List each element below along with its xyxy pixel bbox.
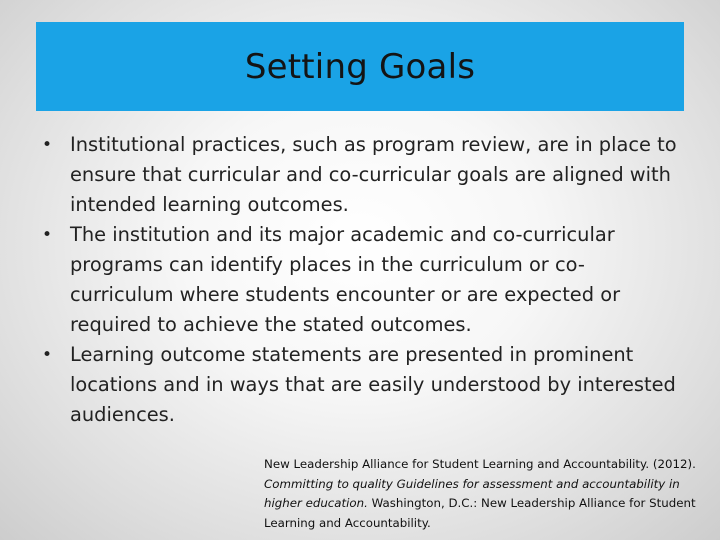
bullet-dot-icon: • [42, 345, 53, 365]
slide-title: Setting Goals [244, 46, 476, 87]
citation-publisher: Washington, D.C.: New Leadership Alliance for Student Learning and Accountability. [264, 496, 696, 530]
title-bar [36, 22, 684, 111]
bullet-text: The institution and its major academic and co-curricular programs can identify places in the curriculum or co-curriculum where students encounter or are expected or required to achieve the stated outcomes. [70, 223, 621, 336]
citation [264, 455, 704, 533]
bullet-text: Learning outcome statements are presented in prominent locations and in ways that are easily understood by interested audiences. [70, 343, 676, 426]
bullet-dot-icon: • [42, 135, 53, 155]
citation-title: Committing to quality Guidelines for assessment and accountability in higher education. [264, 476, 680, 510]
bullet-item [38, 130, 678, 220]
bullet-item [38, 220, 678, 340]
bullet-dot-icon: • [42, 225, 53, 245]
bullet-text: Institutional practices, such as program review, are in place to ensure that curricular and co-curricular goals are aligned with intended learning outcomes. [70, 133, 677, 216]
citation-authors: New Leadership Alliance for Student Learning and Accountability. (2012). [264, 457, 696, 471]
bullet-list [38, 130, 678, 430]
bullet-item [38, 340, 678, 430]
